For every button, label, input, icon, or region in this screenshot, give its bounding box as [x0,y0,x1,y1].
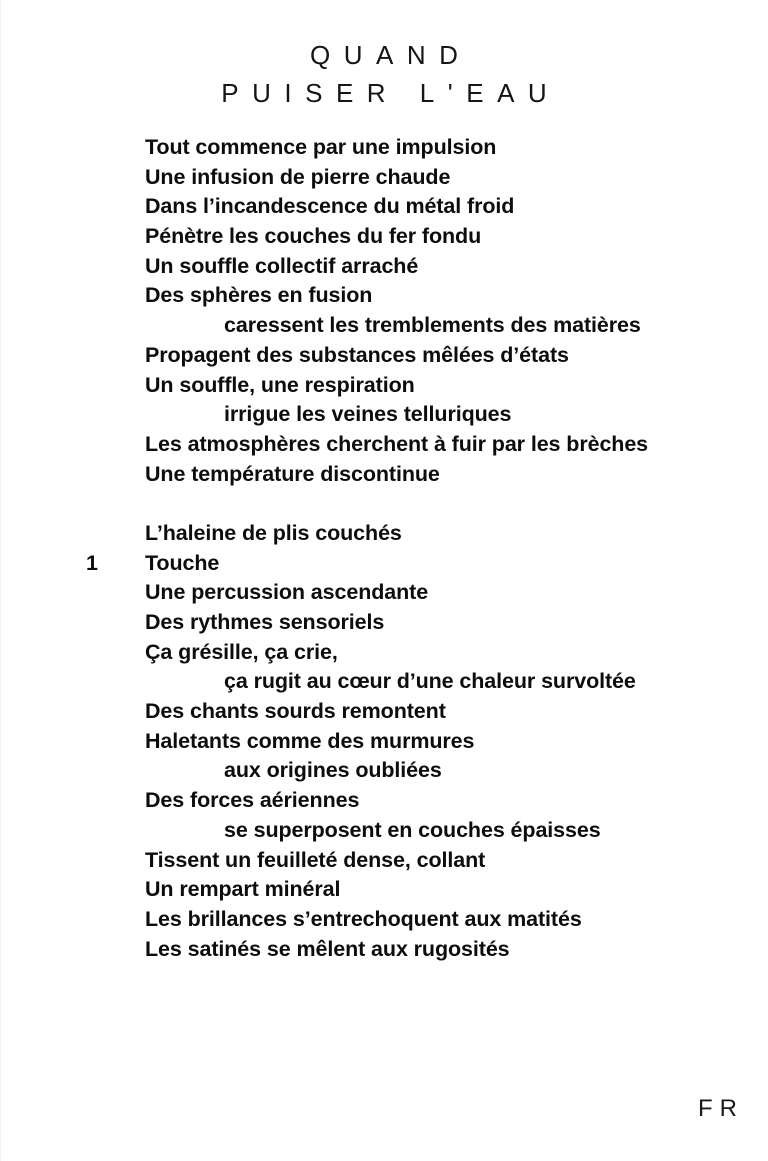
poem-line: Des rythmes sensoriels [145,610,385,634]
page-title [0,36,768,112]
poem-line: Une température discontinue [145,461,440,486]
language-label: FR [698,1095,744,1122]
poem-line: Les brillances s’entrechoquent aux matités [145,906,582,931]
poem-line: Des forces aériennes [145,788,360,813]
stanza [0,519,768,964]
poem-line: Un souffle, une respiration [145,372,415,397]
poem-line: Pénètre les couches du fer fondu [145,224,482,249]
poem-line: Les atmosphères cherchent à fuir par les brèches [145,431,649,456]
poem-line: ça rugit au cœur d’une chaleur survoltée [224,669,636,694]
poem-line: L’haleine de plis couchés [145,520,402,545]
poem-line: caressent les tremblements des matières [224,313,641,338]
poem-line: Touche [145,550,220,575]
poem-line: se superposent en couches épaisses [224,817,601,842]
poem-line: Haletants comme des murmures [145,728,475,753]
poem-line: Propagent des substances mêlées d’états [145,342,569,367]
title-line-1: QUAND [310,40,472,70]
poem-line: Une percussion ascendante [145,580,429,605]
poem-line: Des chants sourds remontent [145,699,446,724]
poem-line: Tout commence par une impulsion [145,135,497,159]
stanza [0,133,768,489]
poem-line: irrigue les veines telluriques [224,402,512,427]
title-line-2: PUISER L'EAU [221,78,561,108]
poem-line: aux origines oubliées [224,758,442,783]
poem-line: Un souffle collectif arraché [145,253,419,278]
poem-line: Une infusion de pierre chaude [145,164,451,189]
poem-line: Ça grésille, ça crie, [145,639,338,664]
poem-line: Tissent un feuilleté dense, collant [145,847,486,872]
poem-line: Dans l’incandescence du métal froid [145,194,515,219]
poem-line: Un rempart minéral [145,877,341,902]
poem-body [0,133,768,964]
poem-line: Des sphères en fusion [145,283,373,308]
poem-line: Les satinés se mêlent aux rugosités [145,936,510,961]
line-number-marker: 1 [86,550,98,575]
